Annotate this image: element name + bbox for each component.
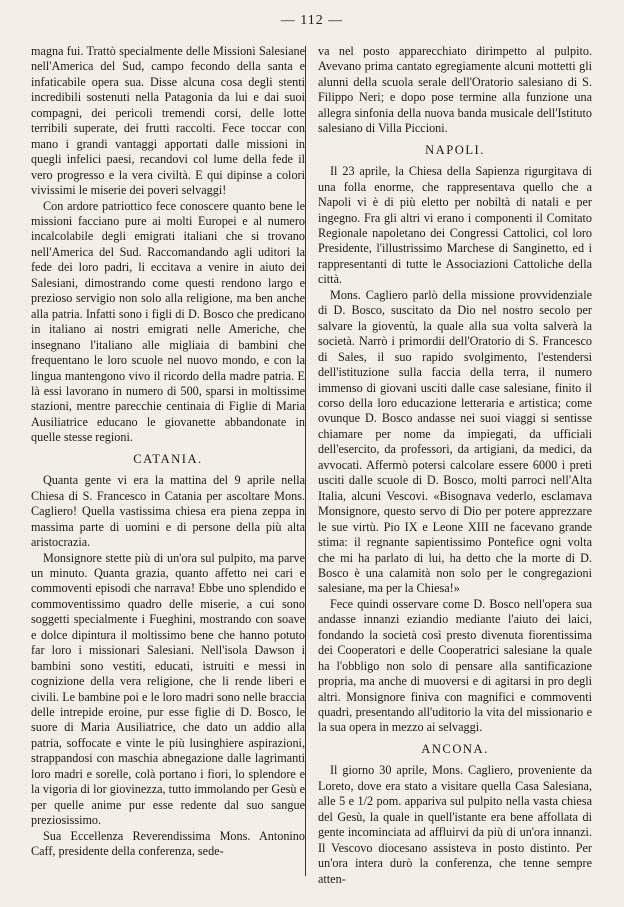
paragraph: Il 23 aprile, la Chiesa della Sapienza rigurgitava di una folla enorme, che rappresentava quello che a Napoli vi è di più eletto per nobiltà di natali e per ingegno. Fra gli altri vi erano i componenti il Comitato Regionale napoletano dei Congressi Cattolici, col loro Presidente, l'illustrissimo Marchese di Sanginetto, ed i rappresentanti di tutte le Associazioni Cattoliche della città. (318, 164, 592, 287)
paragraph: Quanta gente vi era la mattina del 9 aprile nella Chiesa di S. Francesco in Catania per ascoltare Mons. Cagliero! Quella vastissima chiesa era piena zeppa in massima parte di uomini e di persone della più alta aristocrazia. (31, 473, 305, 550)
right-column (318, 44, 592, 887)
page-number: — 112 — (280, 13, 344, 28)
paragraph: Monsignore stette più di un'ora sul pulpito, ma parve un minuto. Quanta grazia, quanto affetto nei cari e commoventi episodi che narrava! Ebbe uno splendido e commoventissimo quadro delle miserie, a cui sono soggetti specialmente i Fueghini, mostrando con soave e dolce dipintura il moltissimo bene che hanno potuto far loro i missionari Salesiani. Nell'isola Dawson i bambini sono vestiti, educati, istruiti e messi in cognizione della vera religione, che li rende liberi e civili. Le bambine poi e le loro madri sono nelle braccia delle intrepide eroine, pur esse figlie di D. Bosco, le suore di Maria Ausiliatrice, che dato un addio alla patria, soffocate e vinte le più lusinghiere aspirazioni, strappandosi con maschia abnegazione dalle lagrimanti loro madri e sorelle, colà portano i fiori, lo splendore e la vigoria di lor giovinezza, tutto immolando per Gesù e per quelle anime pur esse redente dal suo sangue preziosissimo. (31, 550, 305, 828)
left-column (31, 44, 305, 860)
column-divider (305, 46, 306, 876)
paragraph: va nel posto apparecchiato dirimpetto al pulpito. Avevano prima cantato egregiamente alcuni mottetti gli alunni della scuola serale dell'Oratorio salesiano di S. Filippo Neri; e dopo pose termine alla funzione una allegra sinfonia della nuova banda musicale dell'Istituto salesiano di Villa Piccioni. (318, 44, 592, 136)
paragraph: Con ardore patriottico fece conoscere quanto bene le missioni facciano pure ai molti Europei e al numero incalcolabile degli emigrati italiani che si trovano nell'America del Sud. Raccomandando agli uditori la fede dei loro padri, li eccitava a venire in aiuto dei Salesiani, dimostrando come questi rendono largo e prezioso servigio non solo alla religione, ma ben anche alla patria. Infatti sono i figli di D. Bosco che predicano in italiano ai nostri emigrati nelle Americhe, che insegnano l'italiano alle migliaia di bambini che frequentano le loro scuole nel nuovo mondo, e con la lingua mantengono vivo il ricordo della madre patria. E là essi lavorano in numero di 500, sparsi in moltissime stazioni, mentre parecchie centinaia di Figlie di Maria Ausiliatrice educano le giovanette abbandonate in quelle stesse regioni. (31, 198, 305, 445)
paragraph: Mons. Cagliero parlò della missione provvidenziale di D. Bosco, suscitato da Dio nel nostro secolo per salvare la gioventù, la quale alla sua volta salverà la società. Narrò i primordii dell'Oratorio di S. Francesco di Sales, il suo rapido svolgimento, l'estendersi dell'istituzione sulla faccia della terra, il numero immenso di giovani usciti dalle case salesiane, finito il corso della loro educazione letteraria e artistica; come ovunque D. Bosco andasse nei suoi viaggi si sentisse chiamare per nome da impiegati, da ufficiali dell'esercito, da professori, da artigiani, da medici, da avvocati. Affermò potersi calcolare essere 6000 i preti usciti dalle scuole di D. Bosco, molti parroci nell'Alta Italia, alcuni Vescovi. «Bisognava vederlo, esclamava Monsignore, questo servo di Dio per potere apprezzare le sue virtù. Pio IX e Leone XIII ne facevano grande stima: il regnante sapientissimo Pontefice ogni volta che mi ha parlato di lui, ha detto che la morte di D. Bosco è una calamità non solo per le congregazioni salesiane, ma per la Chiesa!» (318, 287, 592, 596)
paragraph: Sua Eccellenza Reverendissima Mons. Antonino Caff, presidente della conferenza, sede- (31, 828, 305, 859)
paragraph: Il giorno 30 aprile, Mons. Cagliero, proveniente da Loreto, dove era stato a visitare quella Casa Salesiana, alle 5 e 1/2 pom. appariva sul pulpito nella vasta chiesa del Gesù, la quale in quell'istante era bene affollata di gente incominciata ad affluirvi da più di un'ora innanzi. Il Vescovo diocesano assisteva in posto distinto. Per un'ora intera durò la conferenza, che tenne sempre atten- (318, 763, 592, 886)
section-heading-catania: CATANIA. (133, 451, 203, 466)
section-heading-ancona: ANCONA. (421, 741, 489, 756)
paragraph: Fece quindi osservare come D. Bosco nell'opera sua andasse innanzi eziandio mediante l'aiuto dei laici, fondando la società così presto divenuta fiorentissima dei Cooperatori e delle Cooperatrici salesiane la quale ha l'obbligo non solo di pensare alla santificazione propria, ma anche di muoversi e di agitarsi in pro degli altri. Monsignore finiva con magnifici e commoventi quadri, presentando all'uditorio la vita del missionario e la sua opera in mezzo ai selvaggi. (318, 596, 592, 735)
section-heading-napoli: NAPOLI. (425, 142, 485, 157)
paragraph: magna fui. Trattò specialmente delle Missioni Salesiane nell'America del Sud, campo fecondo della santa e infaticabile opera sua. Disse alcuna cosa degli stenti incredibili sostenuti nella Patagonia da lui e dai suoi compagni, dei pericoli tremendi corsi, delle lotte terribili superate, dei frutti raccolti. Fece toccar con mano i grandi vantaggi apportati dalle missioni in quegli infelici paesi, recandovi col lume della fede il vero progresso e la vera civiltà. E qui dipinse a colori vivissimi le miserie dei poveri selvaggi! (31, 44, 305, 198)
